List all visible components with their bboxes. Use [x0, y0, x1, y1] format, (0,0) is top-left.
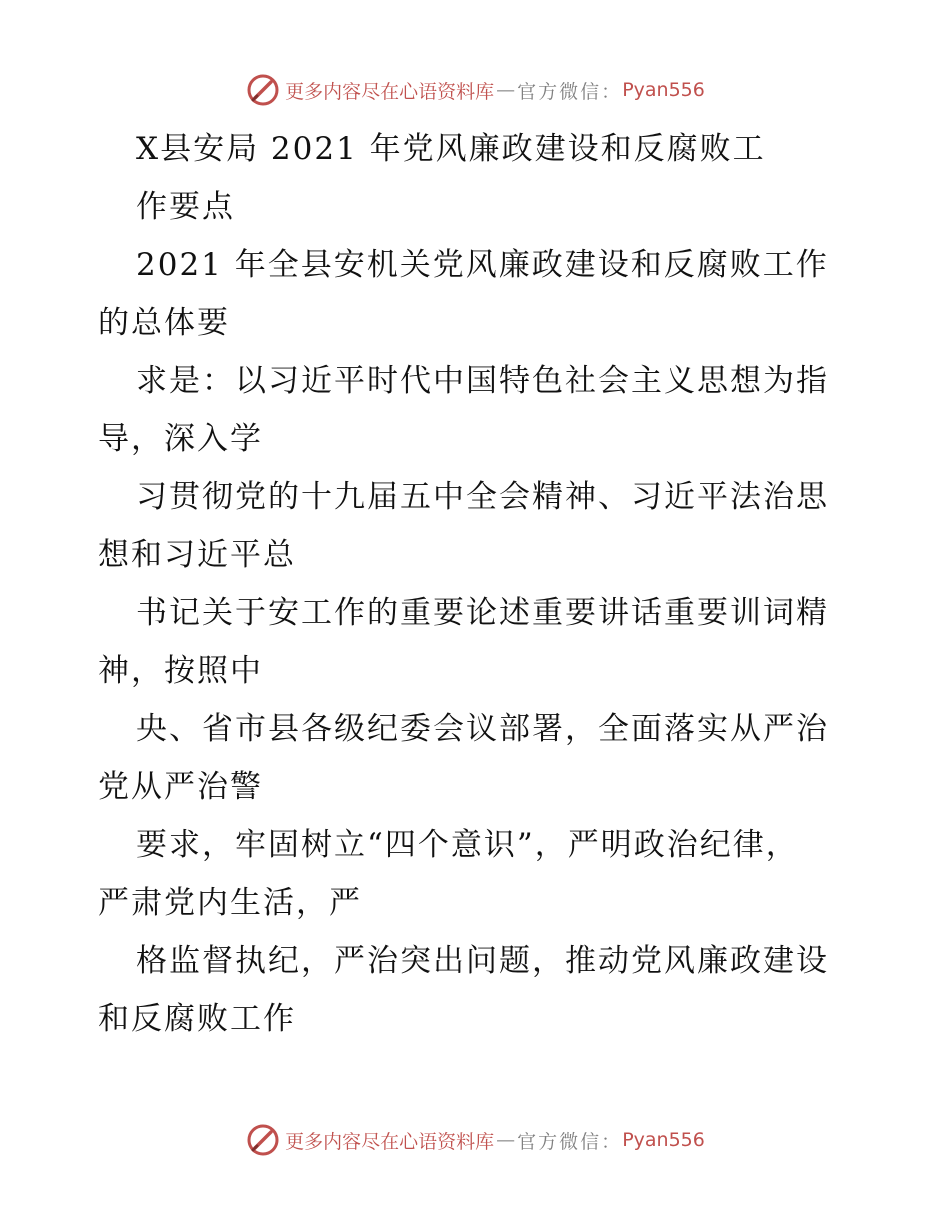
document-line: 神，按照中 — [98, 653, 263, 689]
banner-main-text: 更多内容尽在心语资料库 — [285, 1130, 495, 1153]
document-line: 书记关于安工作的重要论述重要讲话重要训词精 — [136, 595, 829, 631]
footer-banner — [0, 1120, 950, 1160]
document-line: 作要点 — [136, 189, 235, 225]
banner-dash: — — [496, 79, 516, 101]
document-line: 习贯彻党的十九届五中全会精神、习近平法治思 — [136, 479, 829, 515]
document-line: 党从严治警 — [98, 769, 263, 805]
document-line: X县安局 2021 年党风廉政建设和反腐败工 — [136, 131, 766, 167]
document-line: 央、省市县各级纪委会议部署，全面落实从严治 — [136, 711, 829, 747]
document-line: 和反腐败工作 — [98, 1001, 296, 1037]
document-line: 的总体要 — [98, 305, 230, 341]
banner-wechat-id: Pyan556 — [622, 1129, 705, 1151]
document-line: 2021 年全县安机关党风廉政建设和反腐败工作 — [136, 247, 829, 283]
banner-wechat-id: Pyan556 — [622, 79, 705, 101]
document-line: 严肃党内生活，严 — [98, 885, 362, 921]
banner-dash: — — [496, 1129, 516, 1151]
banner-sub-text: 官方微信： — [517, 1130, 623, 1153]
document-line: 格监督执纪，严治突出问题，推动党风廉政建设 — [136, 943, 829, 979]
banner-sub-text: 官方微信： — [517, 80, 623, 103]
document-line: 要求，牢固树立“四个意识”，严明政治纪律， — [136, 827, 799, 863]
pen-circle-logo-icon — [245, 1122, 281, 1158]
document-line: 想和习近平总 — [98, 537, 296, 573]
pen-circle-logo-icon — [245, 72, 281, 108]
document-line: 导，深入学 — [98, 421, 263, 457]
header-banner — [0, 70, 950, 110]
banner-main-text: 更多内容尽在心语资料库 — [285, 80, 495, 103]
document-body — [98, 120, 858, 1048]
document-line: 求是：以习近平时代中国特色社会主义思想为指 — [136, 363, 829, 399]
